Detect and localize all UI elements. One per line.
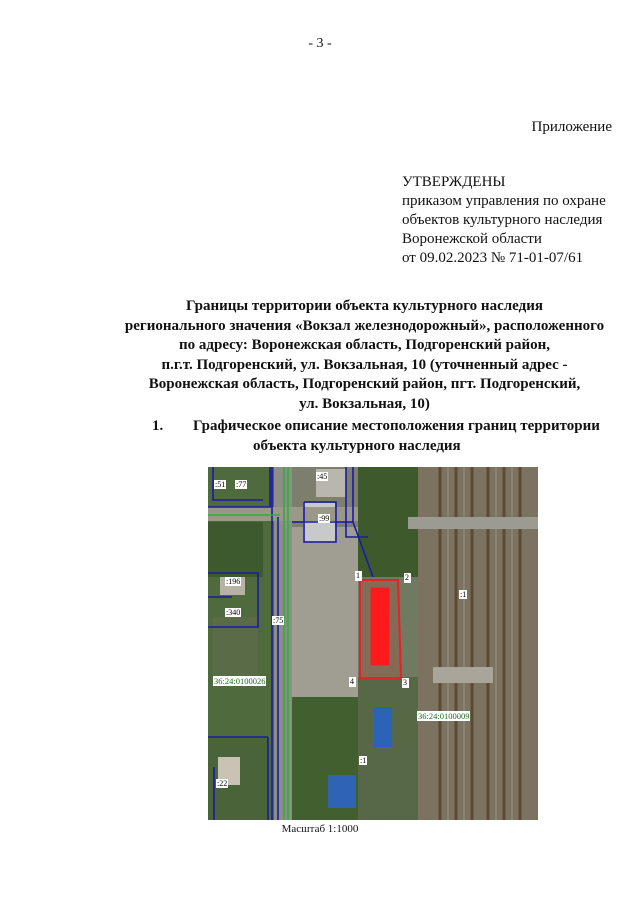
approval-line: объектов культурного наследия — [402, 212, 603, 228]
appendix-label: Приложение — [531, 119, 612, 135]
page-number: - 3 - — [308, 36, 332, 51]
title-line: ул. Вокзальная, 10) — [299, 395, 430, 412]
section-title-line: объекта культурного наследия — [253, 437, 461, 454]
approval-line: приказом управления по охране — [402, 193, 606, 209]
approval-block — [402, 173, 606, 268]
parcel-label: :1 — [360, 756, 367, 765]
section-number: 1. — [152, 418, 164, 434]
boundary-point-2: 2 — [405, 573, 409, 582]
title-line: п.г.т. Подгоренский, ул. Вокзальная, 10 (уточненный адрес - — [161, 356, 568, 373]
map-labels — [208, 467, 538, 820]
title-line: Границы территории объекта культурного наследия — [186, 298, 543, 314]
parcel-label: :45 — [317, 472, 328, 481]
parcel-label: :77 — [236, 480, 247, 489]
approval-line: Воронежской области — [402, 231, 542, 247]
map-scale: Масштаб 1:1000 — [281, 823, 359, 835]
document-title — [112, 297, 617, 414]
cadastral-quarter-label: 36:24:0100009 — [418, 711, 470, 721]
parcel-label: :22 — [217, 779, 228, 788]
section-title-line: Графическое описание местоположения границ территории — [193, 418, 600, 434]
parcel-label: :1 — [460, 590, 467, 599]
title-line: регионального значения «Вокзал железнодорожный», расположенного — [124, 317, 605, 334]
approval-line: от 09.02.2023 № 71-01-07/61 — [402, 250, 584, 266]
boundary-point-1: 1 — [356, 571, 360, 580]
approval-heading: УТВЕРЖДЕНЫ — [402, 174, 506, 190]
cadastral-quarter-label: 36:24:0100026 — [214, 676, 266, 686]
parcel-label: :51 — [215, 480, 226, 489]
parcel-label: :99 — [319, 514, 330, 523]
boundary-point-4: 4 — [350, 677, 354, 686]
title-line: Воронежская область, Подгоренский район, пгт. Подгоренский, — [148, 376, 581, 392]
parcel-label: :75 — [273, 616, 284, 625]
boundary-point-3: 3 — [403, 678, 407, 687]
title-line: по адресу: Воронежская область, Подгоренский район, — [179, 337, 550, 353]
parcel-label: :196 — [226, 577, 241, 586]
parcel-label: :340 — [226, 608, 241, 617]
